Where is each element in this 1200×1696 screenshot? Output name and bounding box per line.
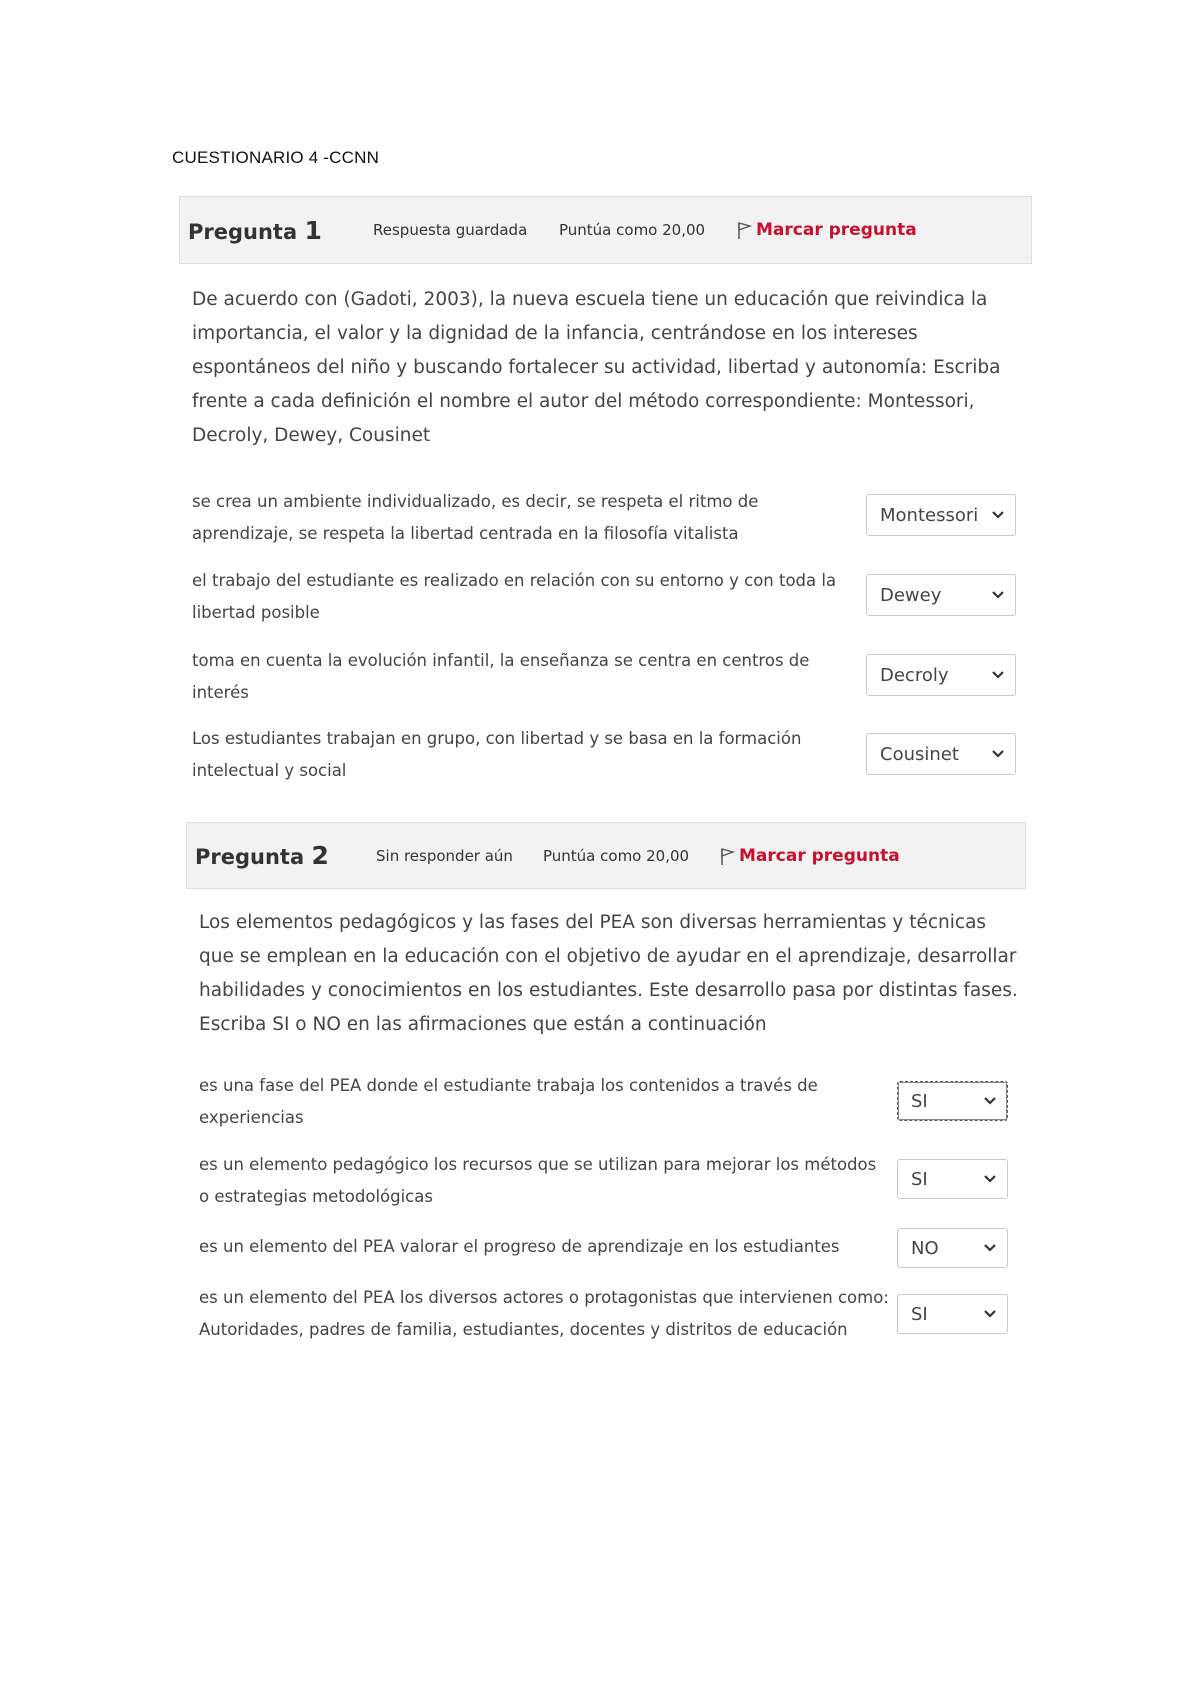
question-2-item-3 — [199, 1231, 1019, 1263]
answer-select-q1-2[interactable] — [866, 574, 1016, 616]
answer-select-q2-1[interactable] — [897, 1081, 1008, 1121]
question-1-flag-button[interactable] — [736, 220, 917, 240]
select-value: NO — [911, 1237, 939, 1259]
question-2-status: Sin responder aún — [376, 846, 513, 865]
flag-label: Marcar pregunta — [739, 845, 900, 866]
question-2-text: Los elementos pedagógicos y las fases del PEA son diversas herramientas y técnicas que se emplean en la educación con el objetivo de ayudar en el aprendizaje, desarrollar habilidades y conocimientos en los estudiantes. Este desarrollo pasa por distintas fases. Escriba SI o NO en las afirmaciones que están a continuación — [199, 912, 1018, 1035]
chevron-down-icon — [991, 749, 1005, 759]
question-1-title — [188, 216, 322, 245]
item-text: se crea un ambiente individualizado, es decir, se respeta el ritmo de aprendizaje, se respeta la libertad centrada en la filosofía vitalista — [192, 492, 759, 543]
answer-select-q1-4[interactable] — [866, 733, 1016, 775]
question-number: 2 — [311, 841, 329, 870]
answer-select-q2-3[interactable] — [897, 1228, 1008, 1268]
chevron-down-icon — [983, 1174, 997, 1184]
question-2-score: Puntúa como 20,00 — [543, 846, 690, 865]
question-2-item-4 — [199, 1282, 1019, 1346]
question-2-item-2 — [199, 1149, 1019, 1213]
chevron-down-icon — [983, 1243, 997, 1253]
flag-icon — [736, 220, 752, 240]
chevron-down-icon — [983, 1309, 997, 1319]
question-1-status: Respuesta guardada — [373, 221, 528, 239]
select-value: Cousinet — [880, 743, 959, 765]
item-text: es un elemento del PEA valorar el progreso de aprendizaje en los estudiantes — [199, 1237, 840, 1256]
question-1-text: De acuerdo con (Gadoti, 2003), la nueva escuela tiene un educación que reivindica la importancia, el valor y la dignidad de la infancia, centrándose en los intereses espontáneos del niño y buscando fortalecer su actividad, libertad y autonomía: Escriba frente a cada definición el nombre el autor del método correspondiente: Montessori, Decroly, Dewey, Cousinet — [192, 289, 1001, 446]
question-2-flag-button[interactable] — [719, 846, 900, 866]
item-text: es una fase del PEA donde el estudiante trabaja los contenidos a través de experiencias — [199, 1076, 818, 1127]
chevron-down-icon — [991, 590, 1005, 600]
select-value: Dewey — [880, 584, 942, 606]
question-number: 1 — [304, 215, 322, 245]
flag-label: Marcar pregunta — [756, 220, 917, 240]
question-label: Pregunta — [188, 219, 298, 244]
select-value: SI — [911, 1303, 928, 1325]
question-2-title — [195, 841, 329, 870]
answer-select-q2-4[interactable] — [897, 1294, 1008, 1334]
answer-select-q1-1[interactable] — [866, 494, 1016, 536]
question-1-header — [179, 196, 1032, 264]
page-title: CUESTIONARIO 4 -CCNN — [172, 148, 380, 167]
chevron-down-icon — [991, 510, 1005, 520]
select-value: SI — [911, 1168, 928, 1190]
item-text: es un elemento pedagógico los recursos que se utilizan para mejorar los métodos o estrategias metodológicas — [199, 1155, 877, 1206]
item-text: toma en cuenta la evolución infantil, la enseñanza se centra en centros de interés — [192, 651, 810, 702]
chevron-down-icon — [991, 670, 1005, 680]
item-text: Los estudiantes trabajan en grupo, con libertad y se basa en la formación intelectual y social — [192, 729, 802, 780]
chevron-down-icon — [983, 1096, 997, 1106]
item-text: el trabajo del estudiante es realizado en relación con su entorno y con toda la libertad posible — [192, 571, 837, 622]
answer-select-q2-2[interactable] — [897, 1159, 1008, 1199]
item-text: es un elemento del PEA los diversos actores o protagonistas que intervienen como: Autoridades, padres de familia, estudiantes, docentes y distritos de educación — [199, 1288, 889, 1339]
answer-select-q1-3[interactable] — [866, 654, 1016, 696]
flag-icon — [719, 846, 735, 866]
select-value: Decroly — [880, 664, 949, 686]
select-value: Montessori — [880, 504, 979, 526]
question-1-score: Puntúa como 20,00 — [559, 221, 706, 239]
question-label: Pregunta — [195, 845, 305, 869]
select-value: SI — [911, 1090, 928, 1112]
question-2-header — [186, 822, 1026, 889]
question-2-item-1 — [199, 1070, 1019, 1134]
